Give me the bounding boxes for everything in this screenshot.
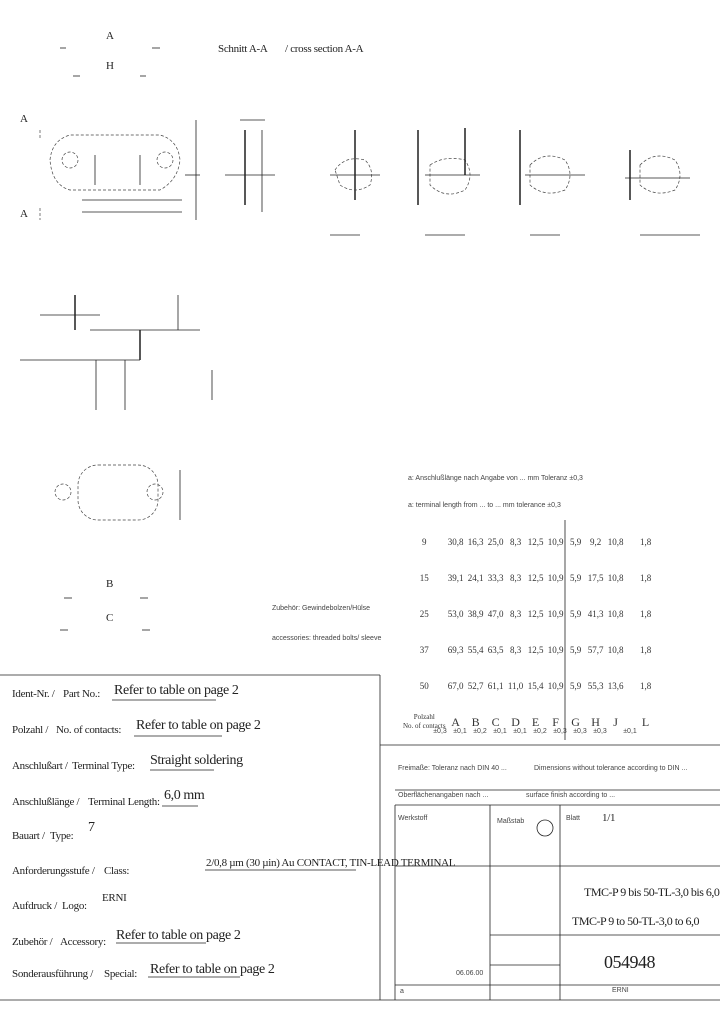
dim-cell: 5,9 xyxy=(569,645,582,655)
dim-cell: 10,9 xyxy=(547,537,564,547)
dim-cell: 12,5 xyxy=(527,645,544,655)
rev: a xyxy=(400,988,404,995)
side-view xyxy=(225,120,275,212)
surface-de: Oberflächenangaben nach ... xyxy=(398,792,489,799)
dim-cell: 41,3 xyxy=(587,609,604,619)
dim-cell: 13,6 xyxy=(607,681,624,691)
type-label-en: Type: xyxy=(50,830,74,842)
dim-cell: 8,3 xyxy=(509,537,522,547)
tolerance-cell: ±0,3 xyxy=(433,728,447,735)
tolerance-cell: ±0,2 xyxy=(473,728,487,735)
dim-cell: 25,0 xyxy=(487,537,504,547)
ident-label-en: Part No.: xyxy=(63,688,101,700)
term-type-label-en: Terminal Type: xyxy=(72,760,135,772)
drawing-number: 054948 xyxy=(604,952,655,972)
ident-label: Ident-Nr. / xyxy=(12,688,55,700)
tolerance-row xyxy=(430,728,650,735)
term-type-label: Anschlußart / xyxy=(12,760,68,772)
dim-cell: 5,9 xyxy=(569,609,582,619)
hdr-a: A xyxy=(451,714,460,729)
accessory-de: Zubehör: Gewindebolzen/Hülse xyxy=(272,605,371,612)
class-label-en: Class: xyxy=(104,865,130,877)
dim-row xyxy=(403,524,666,560)
dim-cell: 1,8 xyxy=(639,681,652,691)
dim-cell: 10,8 xyxy=(607,609,624,619)
dim-cell: 61,1 xyxy=(487,681,504,691)
company: ERNI xyxy=(612,987,629,994)
dim-cell: 10,9 xyxy=(547,573,564,583)
dim-cell: 10,8 xyxy=(607,537,624,547)
tol-de: Freimaße: Toleranz nach DIN 40 ... xyxy=(398,765,507,772)
dim-cell: 55,4 xyxy=(467,645,484,655)
material-label: Werkstoff xyxy=(398,815,428,822)
dim-cell: 8,3 xyxy=(509,573,522,583)
term-len-label-en: Terminal Length: xyxy=(88,796,160,808)
dim-cell: 9 xyxy=(422,537,427,547)
dim-cell: 67,0 xyxy=(447,681,464,691)
dim-cell: 17,5 xyxy=(587,573,604,583)
dim-row xyxy=(403,560,666,596)
logo-label-en: Logo: xyxy=(62,900,87,912)
dim-cell: 37 xyxy=(419,645,429,655)
view-label-c: C xyxy=(106,612,114,624)
dim-cell: 50 xyxy=(419,681,429,691)
dim-cell: 47,0 xyxy=(487,609,504,619)
class-label: Anforderungsstufe / xyxy=(12,865,95,877)
dim-cell: 15,4 xyxy=(527,681,544,691)
tolerance-cell: ±0,2 xyxy=(533,728,547,735)
dim-cell: 1,8 xyxy=(639,645,652,655)
dim-cell: 30,8 xyxy=(447,537,464,547)
dim-cell: 16,3 xyxy=(467,537,484,547)
class-value: 2/0,8 µm (30 µin) Au CONTACT, TIN-LEAD TERMINAL xyxy=(206,857,456,869)
title-line-1: TMC-P 9 bis 50-TL-3,0 bis 6,0 xyxy=(584,885,720,899)
dim-cell: 33,3 xyxy=(487,573,504,583)
dim-cell: 10,9 xyxy=(547,645,564,655)
label-a-bottom: A xyxy=(20,208,28,220)
dim-cell: 1,8 xyxy=(639,609,652,619)
logo-value: ERNI xyxy=(102,892,127,904)
dim-row xyxy=(403,632,666,668)
dim-cell: 57,7 xyxy=(587,645,604,655)
dim-cell: 1,8 xyxy=(639,537,652,547)
sheet-label: Blatt xyxy=(566,815,581,822)
note-a: a: Anschlußlänge nach Angabe von ... mm Toleranz ±0,3 xyxy=(408,475,583,482)
type-label: Bauart / xyxy=(12,830,45,842)
logo-label: Aufdruck / xyxy=(12,900,57,912)
tolerance-cell: ±0,1 xyxy=(513,728,527,735)
dim-cell: 10,9 xyxy=(547,609,564,619)
acc-label: Zubehör / xyxy=(12,936,53,948)
special-value: Refer to table on page 2 xyxy=(150,962,275,977)
contacts-label-en: No. of contacts: xyxy=(56,724,122,736)
dim-cell: 5,9 xyxy=(569,681,582,691)
dim-cell: 5,9 xyxy=(569,537,582,547)
term-len-value: 6,0 mm xyxy=(164,788,205,803)
dim-cell: 15 xyxy=(419,573,429,583)
surface-en: surface finish according to ... xyxy=(526,792,616,799)
scale-label: Maßstab xyxy=(497,818,525,825)
hdr-h: H xyxy=(591,714,600,729)
dim-cell: 1,8 xyxy=(639,573,652,583)
dim-cell: 53,0 xyxy=(447,609,464,619)
dim-cell: 63,5 xyxy=(487,645,504,655)
profile-view xyxy=(20,295,212,410)
dim-cell: 25 xyxy=(419,609,429,619)
type-value: 7 xyxy=(88,820,95,835)
dim-cell: 8,3 xyxy=(509,645,522,655)
special-label: Sonderausführung / xyxy=(12,968,94,980)
section-label: Schnitt A-A xyxy=(218,43,268,55)
hdr-b: B xyxy=(471,714,480,729)
sheet-value: 1/1 xyxy=(602,812,616,824)
dim-cell: 12,5 xyxy=(527,609,544,619)
hdr-e: E xyxy=(531,714,540,729)
dim-cell: 24,1 xyxy=(467,573,484,583)
dim-row xyxy=(403,668,666,704)
hdr-c: C xyxy=(491,714,500,729)
tolerance-cell: ±0,1 xyxy=(623,728,637,735)
dim-cell: 69,3 xyxy=(447,645,464,655)
dimension-table xyxy=(403,524,666,740)
tolerance-cell: ±0,3 xyxy=(593,728,607,735)
tolerance-cell: ±0,1 xyxy=(493,728,507,735)
note-b: a: terminal length from ... to ... mm tolerance ±0,3 xyxy=(408,502,561,509)
special-label-en: Special: xyxy=(104,968,138,980)
dim-cell: 12,5 xyxy=(527,537,544,547)
hdr-f: F xyxy=(552,714,559,729)
front-view-top xyxy=(40,48,200,220)
tol-en: Dimensions without tolerance according to DIN ... xyxy=(534,765,688,772)
hdr-l: L xyxy=(641,714,650,729)
dim-cell: 10,8 xyxy=(607,645,624,655)
dim-cell: 12,5 xyxy=(527,573,544,583)
dim-cell: 38,9 xyxy=(467,609,484,619)
contacts-value: Refer to table on page 2 xyxy=(136,718,261,733)
section-label-en: / cross section A-A xyxy=(285,43,364,55)
dim-cell: 8,3 xyxy=(509,609,522,619)
dim-cell: 10,9 xyxy=(547,681,564,691)
title-line-2: TMC-P 9 to 50-TL-3,0 to 6,0 xyxy=(572,914,700,928)
contacts-label: Polzahl / xyxy=(12,724,49,736)
term-type-value: Straight soldering xyxy=(150,753,243,768)
cross-sections xyxy=(330,128,700,235)
acc-label-en: Accessory: xyxy=(60,936,106,948)
view-label-a: A xyxy=(106,30,114,42)
dim-cell: 9,2 xyxy=(589,537,602,547)
term-len-label: Anschlußlänge / xyxy=(12,796,80,808)
ident-value: Refer to table on page 2 xyxy=(114,683,239,698)
hdr-d: D xyxy=(511,714,520,729)
hdr-j: J xyxy=(613,714,618,729)
tolerance-cell: ±0,3 xyxy=(573,728,587,735)
dim-cell: 11,0 xyxy=(507,681,524,691)
label-a-top: A xyxy=(20,113,28,125)
dim-row xyxy=(403,596,666,632)
dim-cell: 5,9 xyxy=(569,573,582,583)
view-label-h: H xyxy=(106,60,114,72)
dim-cell: 10,8 xyxy=(607,573,624,583)
tolerance-cell: ±0,3 xyxy=(553,728,567,735)
dim-cell: 55,3 xyxy=(587,681,604,691)
bottom-view xyxy=(55,465,180,630)
date: 06.06.00 xyxy=(456,970,484,977)
view-label-b: B xyxy=(106,578,114,590)
polzahl-label: Polzahl No. of contacts xyxy=(403,713,446,730)
dim-cell: 39,1 xyxy=(447,573,464,583)
acc-value: Refer to table on page 2 xyxy=(116,928,241,943)
accessory-en: accessories: threaded bolts/ sleeve xyxy=(272,635,382,642)
hdr-g: G xyxy=(571,714,580,729)
tolerance-cell: ±0,1 xyxy=(453,728,467,735)
dim-cell: 52,7 xyxy=(467,681,484,691)
